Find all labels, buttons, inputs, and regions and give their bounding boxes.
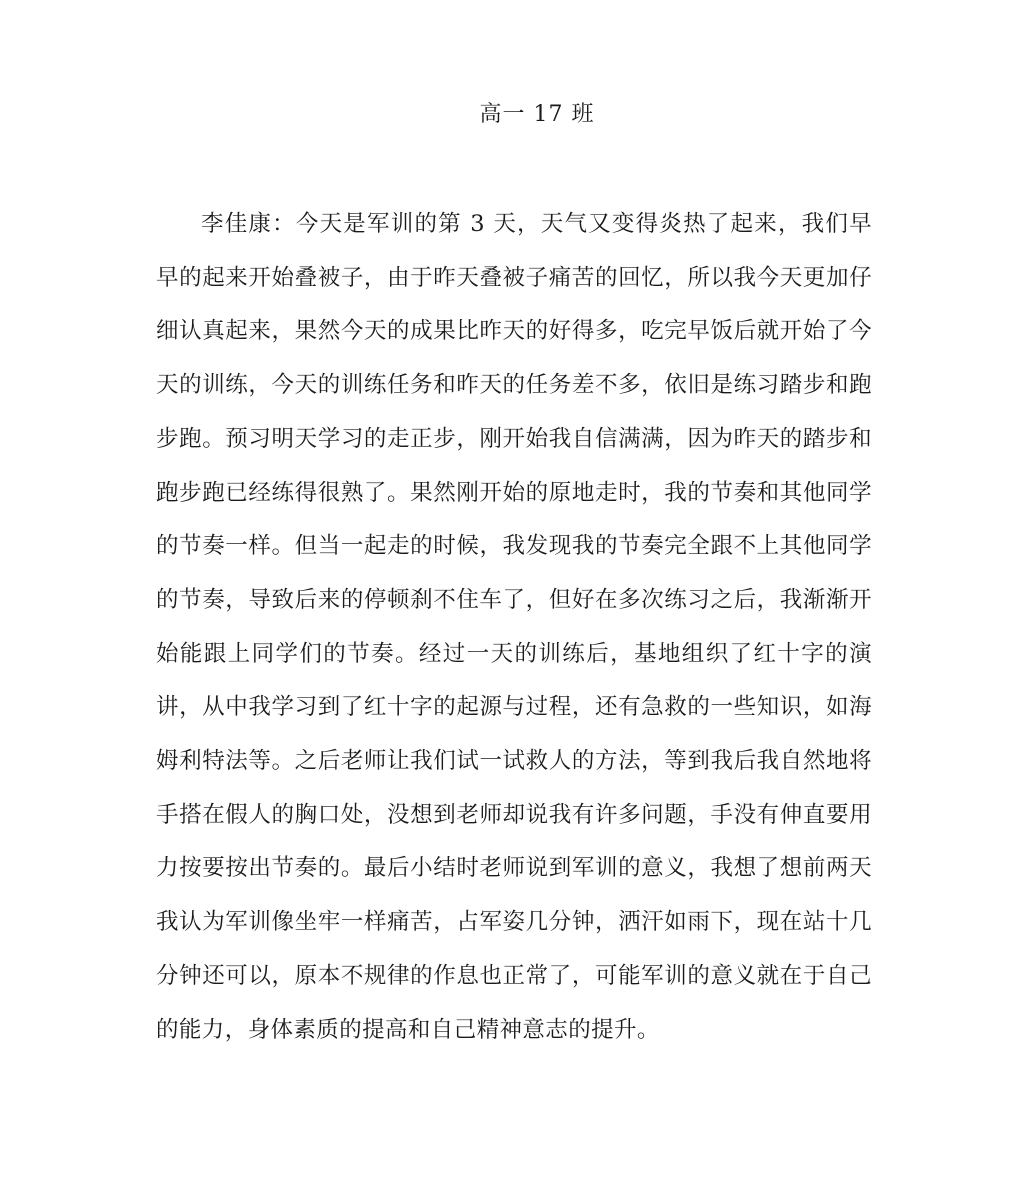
body-paragraph: 李佳康：今天是军训的第 3 天，天气又变得炎热了起来，我们早早的起来开始叠被子，由于昨天叠被子痛苦的回忆，所以我今天更加仔细认真起来，果然今天的成果比昨天的好得多，吃完早饭后就开始了今天的训练，今天的训练任务和昨天的任务差不多，依旧是练习踏步和跑步跑。预习明天学习的走正步，刚开始我自信满满，因为昨天的踏步和跑步跑已经练得很熟了。果然刚开始的原地走时，我的节奏和其他同学的节奏一样。但当一起走的时候，我发现我的节奏完全跟不上其他同学的节奏，导致后来的停顿刹不住车了，但好在多次练习之后，我渐渐开始能跟上同学们的节奏。经过一天的训练后，基地组织了红十字的演讲，从中我学习到了红十字的起源与过程，还有急救的一些知识，如海姆利特法等。之后老师让我们试一试救人的方法，等到我后我自然地将手搭在假人的胸口处，没想到老师却说我有许多问题，手没有伸直要用力按要按出节奏的。最后小结时老师说到军训的意义，我想了想前两天我认为军训像坐牢一样痛苦，占军姿几分钟，洒汗如雨下，现在站十几分钟还可以，原本不规律的作息也正常了，可能军训的意义就在于自己的能力，身体素质的提高和自己精神意志的提升。 — [156, 211, 872, 1043]
document-title: 高一 17 班 — [479, 102, 595, 127]
